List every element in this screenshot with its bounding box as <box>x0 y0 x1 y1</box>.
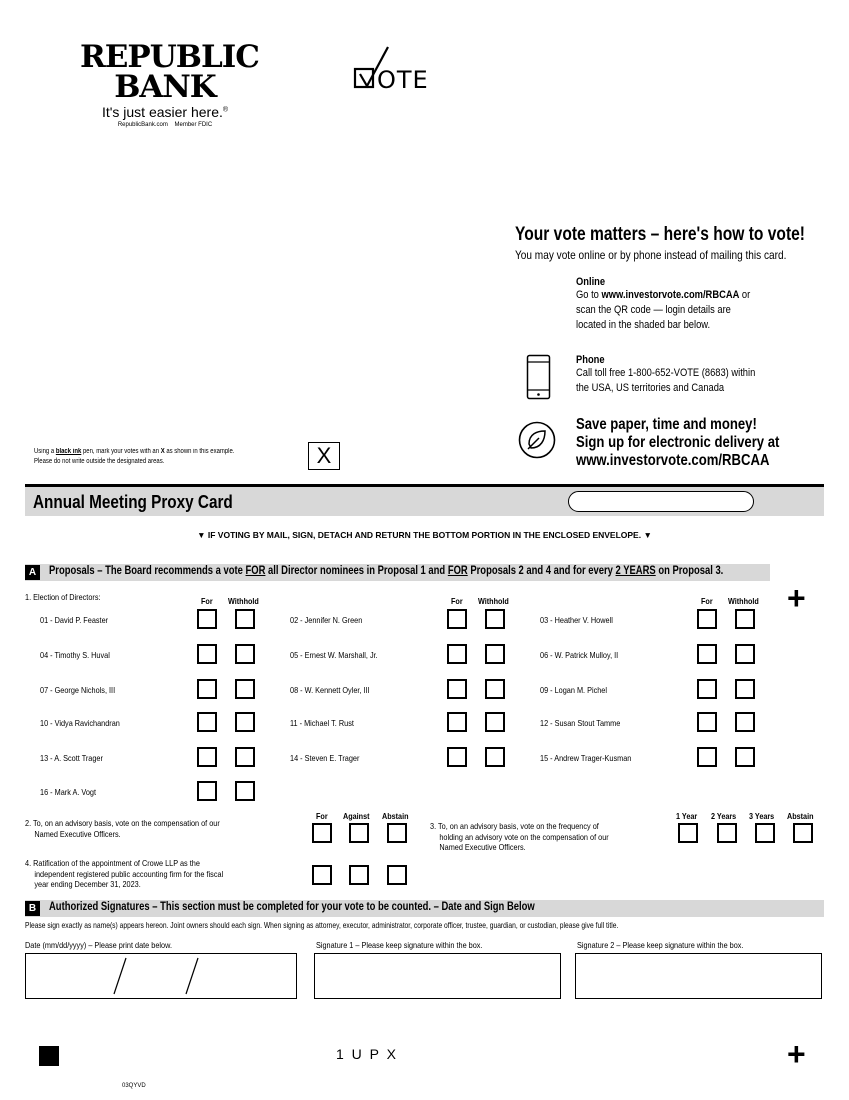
director-06: 06 - W. Patrick Mulloy, II <box>540 650 619 660</box>
director-04: 04 - Timothy S. Huval <box>40 650 110 660</box>
director-14-for-checkbox[interactable] <box>447 747 467 767</box>
online-prefix: Go to <box>576 289 602 301</box>
p4-against-checkbox[interactable] <box>349 865 369 885</box>
footer-code: 1 U P X <box>336 1046 398 1062</box>
date-field[interactable] <box>25 953 297 999</box>
instructions-line-1: Using a black ink pen, mark your votes with an X as shown in this example. <box>34 448 235 455</box>
director-05-for-checkbox[interactable] <box>447 644 467 664</box>
director-07: 07 - George Nichols, III <box>40 685 116 695</box>
p2-against-checkbox[interactable] <box>349 823 369 843</box>
online-title: Online <box>576 276 606 288</box>
instructions-line-2: Please do not write outside the designated areas. <box>34 458 165 465</box>
p2-abstain-checkbox[interactable] <box>387 823 407 843</box>
republic-bank-logo <box>80 39 259 128</box>
col-for-3: For <box>701 596 713 606</box>
phone-line-1: Call toll free 1-800-652-VOTE (8683) within <box>576 367 756 379</box>
save-url-link[interactable]: www.investorvote.com/RBCAA <box>576 452 770 469</box>
director-10: 10 - Vidya Ravichandran <box>40 718 120 728</box>
director-07-for-checkbox[interactable] <box>197 679 217 699</box>
example-mark-box <box>308 442 340 470</box>
detach-note: ▼ IF VOTING BY MAIL, SIGN, DETACH AND RETURN THE BOTTOM PORTION IN THE ENCLOSED ENVELOPE. ▼ <box>197 530 652 540</box>
director-16-withhold-checkbox[interactable] <box>235 781 255 801</box>
director-13-for-checkbox[interactable] <box>197 747 217 767</box>
director-12-for-checkbox[interactable] <box>697 712 717 732</box>
save-line-1: Save paper, time and money! <box>576 416 757 433</box>
director-09: 09 - Logan M. Pichel <box>540 685 608 695</box>
director-11-withhold-checkbox[interactable] <box>485 712 505 732</box>
registration-plus-bottom: + <box>787 1036 806 1072</box>
director-13: 13 - A. Scott Trager <box>40 753 103 763</box>
col-withhold-3: Withhold <box>728 596 759 606</box>
director-07-withhold-checkbox[interactable] <box>235 679 255 699</box>
phone-line-2: the USA, US territories and Canada <box>576 382 725 394</box>
p3-col-1-year: 1 Year <box>676 811 698 821</box>
date-slashes <box>26 954 298 1000</box>
vote-logo <box>352 44 442 94</box>
director-08: 08 - W. Kennett Oyler, III <box>290 685 370 695</box>
p2-col-abstain: Abstain <box>382 811 409 821</box>
logo-line-2: BANK <box>114 69 216 105</box>
online-line-3: located in the shaded bar below. <box>576 319 711 331</box>
director-02-withhold-checkbox[interactable] <box>485 609 505 629</box>
proxy-card-title: Annual Meeting Proxy Card <box>33 492 233 512</box>
director-05-withhold-checkbox[interactable] <box>485 644 505 664</box>
p3-2-years-checkbox[interactable] <box>717 823 737 843</box>
section-b-title: Authorized Signatures – This section must be completed for your vote to be counted. – Date and Sign Below <box>49 901 535 913</box>
registration-square <box>39 1046 59 1066</box>
director-15: 15 - Andrew Trager-Kusman <box>540 753 632 763</box>
phone-title: Phone <box>576 354 605 366</box>
p3-abstain-checkbox[interactable] <box>793 823 813 843</box>
director-10-withhold-checkbox[interactable] <box>235 712 255 732</box>
director-11-for-checkbox[interactable] <box>447 712 467 732</box>
example-x-mark: X <box>316 443 332 468</box>
registration-plus-top: + <box>787 580 806 616</box>
online-suffix: or <box>739 289 751 301</box>
save-section <box>576 416 824 470</box>
signature-1-label: Signature 1 – Please keep signature within the box. <box>316 940 483 950</box>
proposal-3-text: 3. To, on an advisory basis, vote on the frequency of holding an advisory vote on the compensation of our Named Executive Officers. <box>430 821 609 852</box>
phone-icon <box>526 354 551 400</box>
signature-2-field[interactable] <box>575 953 822 999</box>
proposal-2-text: 2. To, on an advisory basis, vote on the compensation of our Named Executive Officers. <box>25 818 220 839</box>
director-08-withhold-checkbox[interactable] <box>485 679 505 699</box>
p3-3-years-checkbox[interactable] <box>755 823 775 843</box>
online-section <box>576 276 781 333</box>
director-14-withhold-checkbox[interactable] <box>485 747 505 767</box>
howto-subtitle: You may vote online or by phone instead of mailing this card. <box>515 248 787 262</box>
director-04-for-checkbox[interactable] <box>197 644 217 664</box>
director-01: 01 - David P. Feaster <box>40 615 109 625</box>
col-withhold-2: Withhold <box>478 596 509 606</box>
director-09-for-checkbox[interactable] <box>697 679 717 699</box>
proposal-4-text: 4. Ratification of the appointment of Crowe LLP as the independent registered public accounting firm for the fiscal year ending December 31, 2023. <box>25 858 224 889</box>
director-13-withhold-checkbox[interactable] <box>235 747 255 767</box>
director-12: 12 - Susan Stout Tamme <box>540 718 621 728</box>
section-a-bar <box>25 564 770 581</box>
logo-line-1: REPUBLIC <box>80 39 259 75</box>
p3-1-year-checkbox[interactable] <box>678 823 698 843</box>
director-04-withhold-checkbox[interactable] <box>235 644 255 664</box>
section-b-bar <box>25 900 824 917</box>
director-14: 14 - Steven E. Trager <box>290 753 360 763</box>
director-15-withhold-checkbox[interactable] <box>735 747 755 767</box>
col-for-1: For <box>201 596 213 606</box>
registered-mark: ® <box>222 106 229 114</box>
phone-section <box>576 354 787 396</box>
leaf-icon <box>517 420 557 460</box>
vote-logo-text: OTE <box>377 66 429 94</box>
director-05: 05 - Ernest W. Marshall, Jr. <box>290 650 378 660</box>
howto-title: Your vote matters – here's how to vote! <box>515 224 805 245</box>
director-12-withhold-checkbox[interactable] <box>735 712 755 732</box>
p2-col-against: Against <box>343 811 370 821</box>
p2-col-for: For <box>316 811 328 821</box>
director-16-for-checkbox[interactable] <box>197 781 217 801</box>
director-08-for-checkbox[interactable] <box>447 679 467 699</box>
director-03-withhold-checkbox[interactable] <box>735 609 755 629</box>
director-09-withhold-checkbox[interactable] <box>735 679 755 699</box>
director-01-withhold-checkbox[interactable] <box>235 609 255 629</box>
logo-fine-print: RepublicBank.com Member FDIC <box>117 122 213 128</box>
footer-small-code: 03QYVD <box>122 1083 146 1089</box>
online-line-2: scan the QR code — login details are <box>576 304 731 316</box>
director-16: 16 - Mark A. Vogt <box>40 787 97 797</box>
director-02: 02 - Jennifer N. Green <box>290 615 363 625</box>
director-15-for-checkbox[interactable] <box>697 747 717 767</box>
director-06-withhold-checkbox[interactable] <box>735 644 755 664</box>
director-06-for-checkbox[interactable] <box>697 644 717 664</box>
col-for-2: For <box>451 596 463 606</box>
signature-1-field[interactable] <box>314 953 561 999</box>
section-a-title: Proposals – The Board recommends a vote FOR all Director nominees in Proposal 1 and FOR Proposals 2 and 4 and for every 2 YEARS on Proposal 3. <box>49 565 724 577</box>
p4-abstain-checkbox[interactable] <box>387 865 407 885</box>
logo-tagline: It's just easier here. <box>101 104 223 120</box>
director-01-for-checkbox[interactable] <box>197 609 217 629</box>
p3-col-abstain: Abstain <box>787 811 814 821</box>
director-03-for-checkbox[interactable] <box>697 609 717 629</box>
director-02-for-checkbox[interactable] <box>447 609 467 629</box>
marking-instructions <box>34 447 234 467</box>
col-withhold-1: Withhold <box>228 596 259 606</box>
director-11: 11 - Michael T. Rust <box>290 718 354 728</box>
date-label: Date (mm/dd/yyyy) – Please print date below. <box>25 940 172 950</box>
director-10-for-checkbox[interactable] <box>197 712 217 732</box>
proxy-card-bar <box>25 487 824 516</box>
director-03: 03 - Heather V. Howell <box>540 615 613 625</box>
login-details-field <box>568 491 754 512</box>
election-label: 1. Election of Directors: <box>25 592 101 602</box>
p3-col-3-years: 3 Years <box>749 811 775 821</box>
p3-col-2-years: 2 Years <box>711 811 737 821</box>
online-line-1 <box>576 288 750 303</box>
save-line-2: Sign up for electronic delivery at <box>576 434 780 451</box>
section-b-letter: B <box>25 901 40 916</box>
online-url-link[interactable]: www.investorvote.com/RBCAA <box>601 289 740 301</box>
p4-for-checkbox[interactable] <box>312 865 332 885</box>
p2-for-checkbox[interactable] <box>312 823 332 843</box>
section-a-letter: A <box>25 565 40 580</box>
signature-instructions: Please sign exactly as name(s) appears hereon. Joint owners should each sign. When signing as attorney, executor, administrator, corporate officer, trustee, guardian, or custodian, please give full title. <box>25 920 619 930</box>
signature-2-label: Signature 2 – Please keep signature within the box. <box>577 940 744 950</box>
